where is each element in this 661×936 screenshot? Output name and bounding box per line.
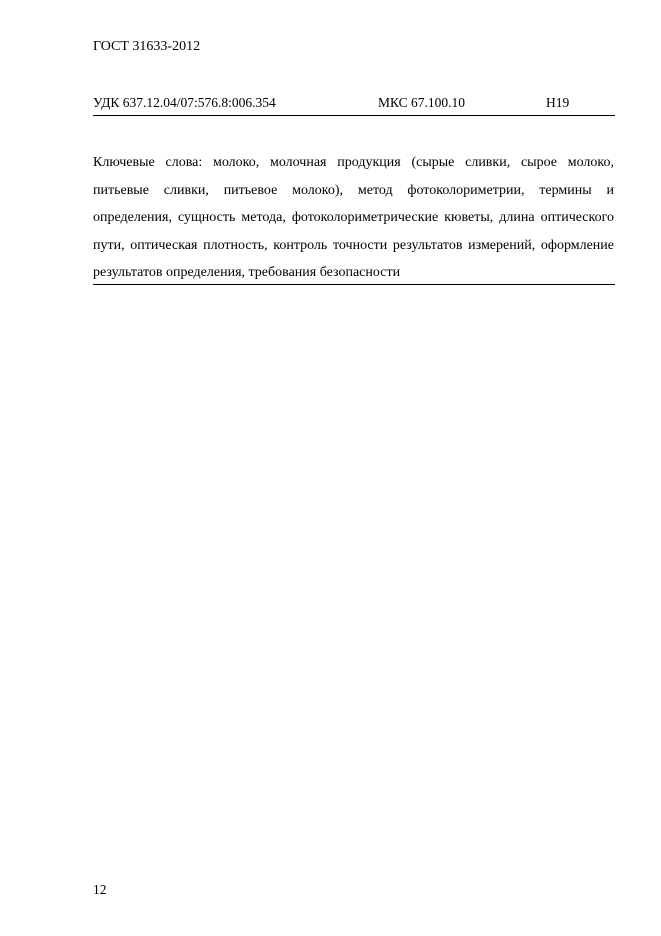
okc-code: Н19	[546, 95, 570, 110]
page-number: 12	[93, 882, 107, 897]
mks-code: МКС 67.100.10	[378, 95, 466, 110]
keywords-paragraph: Ключевые слова: молоко, молочная продукция (сырые сливки, сырое молоко, питьевые сливки, питьевое молоко), метод фотоколориметрии, термины и определения, сущность метода, фотоколориметрические кюветы, длина оптического пути, оптическая плотность, контроль точности результатов измерений, оформление результатов определения, требования безопасности	[93, 155, 614, 280]
top-divider	[93, 115, 615, 116]
bottom-divider	[93, 284, 615, 285]
udk-code: УДК 637.12.04/07:576.8:006.354	[93, 95, 276, 110]
page-header-standard: ГОСТ 31633-2012	[93, 39, 201, 54]
classification-row	[93, 94, 615, 112]
